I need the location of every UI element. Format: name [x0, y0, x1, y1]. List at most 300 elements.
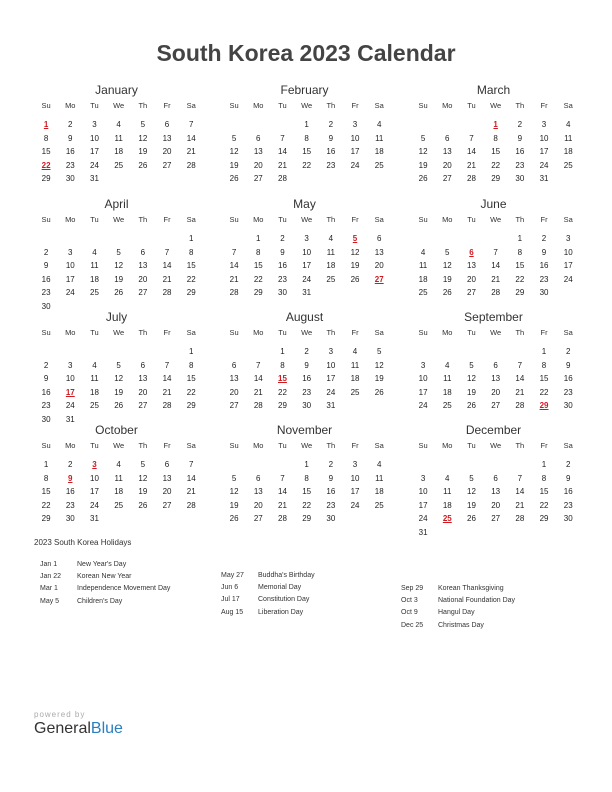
day-cell: 1 [541, 347, 547, 356]
empty-day [155, 345, 179, 359]
day-cell: 15 [539, 374, 549, 383]
day-cell: 4 [445, 473, 450, 483]
holiday-name: Memorial Day [258, 584, 302, 592]
day-cell: 6 [493, 360, 498, 370]
day-cell: 1 [43, 460, 49, 469]
weekday-header: Fr [163, 441, 171, 450]
day-cell: 11 [350, 360, 360, 370]
day-cell: 14 [467, 147, 476, 156]
day-cell: 4 [376, 120, 382, 129]
day-cell: 11 [564, 133, 573, 143]
day-cell: 22 [539, 500, 549, 510]
day-cell: 14 [186, 133, 196, 143]
day-cell: 29 [515, 288, 525, 297]
day-cell: 3 [352, 120, 358, 129]
empty-day [222, 118, 246, 132]
day-cell: 9 [541, 247, 547, 257]
weekday-header: Tu [278, 101, 287, 110]
day-cell: 23 [539, 274, 549, 284]
day-cell: 5 [231, 473, 237, 483]
empty-day [435, 118, 459, 132]
weekday-header: Tu [90, 328, 99, 337]
weekday-header: Th [138, 101, 148, 110]
weekday-header: Th [138, 328, 148, 337]
weekday-header: Fr [351, 441, 359, 450]
month-days-grid [34, 439, 199, 526]
weekday-header: Su [229, 101, 239, 110]
day-cell: 17 [90, 147, 99, 156]
day-cell: 12 [442, 261, 452, 270]
day-cell: 26 [114, 288, 124, 297]
empty-day [411, 232, 435, 246]
day-cell: 27 [138, 401, 148, 410]
day-cell: 10 [563, 247, 573, 257]
day-cell: 18 [442, 500, 452, 510]
weekday-header: Su [229, 441, 239, 450]
day-cell: 4 [420, 247, 426, 257]
holiday-date: Jan 22 [40, 573, 62, 581]
day-cell: 9 [328, 133, 334, 143]
day-cell: 4 [328, 234, 334, 243]
day-cell: 29 [302, 514, 312, 523]
day-cell: 17 [418, 500, 428, 510]
weekday-header: We [490, 215, 502, 224]
day-cell: 3 [328, 347, 334, 356]
day-cell: 22 [41, 500, 51, 510]
day-cell: 1 [188, 234, 194, 243]
holiday-day: 9 [68, 473, 73, 483]
day-cell: 9 [565, 473, 571, 483]
month-name: November [276, 423, 333, 437]
day-cell: 20 [491, 500, 501, 510]
day-cell: 16 [515, 147, 525, 156]
day-cell: 30 [539, 288, 549, 297]
day-cell: 18 [442, 387, 452, 397]
day-cell: 6 [140, 247, 146, 257]
empty-day [107, 345, 131, 359]
day-cell: 9 [43, 261, 49, 270]
day-cell: 6 [140, 360, 146, 370]
day-cell: 21 [162, 274, 172, 284]
day-cell: 19 [374, 374, 384, 383]
weekday-header: Fr [540, 215, 548, 224]
day-cell: 10 [90, 133, 99, 143]
day-cell: 22 [491, 160, 501, 170]
day-cell: 22 [302, 160, 312, 170]
day-cell: 23 [515, 160, 525, 170]
day-cell: 22 [515, 274, 525, 284]
weekday-header: Th [326, 441, 336, 450]
day-cell: 21 [253, 387, 263, 397]
day-cell: 16 [41, 274, 51, 284]
day-cell: 26 [350, 274, 360, 284]
day-cell: 2 [565, 460, 571, 469]
empty-day [58, 232, 82, 246]
holiday-row [221, 582, 315, 594]
empty-day [484, 345, 508, 359]
day-cell: 29 [41, 514, 51, 523]
holiday-date: Oct 3 [401, 597, 418, 605]
day-cell: 10 [65, 261, 75, 270]
month-days-grid [34, 326, 199, 426]
day-cell: 24 [418, 401, 428, 410]
weekday-header: Tu [278, 215, 287, 224]
month-january [34, 82, 199, 186]
day-cell: 26 [138, 500, 148, 510]
empty-day [459, 458, 483, 472]
holiday-row [401, 595, 515, 607]
day-cell: 22 [253, 274, 263, 284]
day-cell: 14 [515, 374, 525, 383]
weekday-header: Sa [186, 215, 196, 224]
day-cell: 28 [162, 288, 172, 297]
weekday-header: Sa [374, 441, 384, 450]
day-cell: 31 [90, 514, 99, 523]
day-cell: 15 [491, 147, 501, 156]
month-october [34, 422, 199, 526]
weekday-header: We [301, 215, 313, 224]
day-cell: 27 [467, 288, 476, 297]
day-cell: 16 [539, 261, 549, 270]
day-cell: 23 [41, 401, 51, 410]
day-cell: 12 [374, 360, 384, 370]
day-cell: 10 [65, 374, 75, 383]
day-cell: 23 [563, 387, 573, 397]
day-cell: 22 [278, 387, 287, 397]
day-cell: 14 [278, 487, 287, 496]
day-cell: 2 [280, 234, 285, 243]
weekday-header: Mo [65, 328, 76, 337]
day-cell: 23 [65, 500, 75, 510]
day-cell: 12 [467, 487, 476, 496]
brand-general: General [34, 720, 91, 737]
weekday-header: Tu [278, 328, 287, 337]
day-cell: 30 [302, 401, 312, 410]
weekday-header: Sa [374, 101, 384, 110]
day-cell: 11 [114, 473, 123, 483]
empty-day [270, 118, 294, 132]
day-cell: 5 [420, 133, 426, 143]
month-february [222, 82, 387, 186]
day-cell: 19 [229, 500, 239, 510]
weekday-header: Sa [186, 101, 196, 110]
day-cell: 31 [539, 174, 549, 183]
day-cell: 16 [278, 261, 287, 270]
day-cell: 14 [162, 374, 172, 383]
weekday-header: Fr [540, 328, 548, 337]
holiday-column [40, 559, 170, 608]
weekday-header: Fr [351, 215, 359, 224]
weekday-header: Mo [65, 441, 76, 450]
day-cell: 16 [65, 487, 75, 496]
day-cell: 17 [326, 374, 336, 383]
brand-blue: Blue [90, 720, 123, 737]
day-cell: 9 [304, 360, 309, 370]
empty-day [411, 345, 435, 359]
day-cell: 10 [326, 360, 336, 370]
weekday-header: We [490, 101, 502, 110]
weekday-header: Mo [442, 328, 453, 337]
day-cell: 2 [565, 347, 571, 356]
empty-day [222, 345, 246, 359]
day-cell: 29 [186, 401, 196, 410]
day-cell: 17 [350, 147, 360, 156]
day-cell: 24 [302, 274, 312, 284]
day-cell: 18 [114, 487, 124, 496]
day-cell: 20 [467, 274, 476, 284]
day-cell: 18 [374, 147, 384, 156]
day-cell: 21 [278, 500, 287, 510]
day-cell: 26 [229, 514, 239, 523]
day-cell: 20 [229, 387, 239, 397]
empty-day [484, 232, 508, 246]
day-cell: 25 [442, 401, 452, 410]
day-cell: 25 [90, 288, 99, 297]
day-cell: 24 [326, 387, 336, 397]
empty-day [435, 232, 459, 246]
day-cell: 1 [188, 347, 194, 356]
holiday-day: 17 [65, 387, 75, 397]
weekday-header: Sa [186, 441, 196, 450]
day-cell: 18 [418, 274, 428, 284]
day-cell: 27 [162, 500, 172, 510]
weekday-header: Th [515, 328, 525, 337]
weekday-header: Fr [163, 328, 171, 337]
empty-day [246, 345, 270, 359]
month-name: September [464, 310, 523, 324]
day-cell: 27 [491, 401, 501, 410]
day-cell: 20 [374, 261, 384, 270]
day-cell: 17 [539, 147, 549, 156]
day-cell: 9 [517, 133, 523, 143]
day-cell: 2 [517, 120, 523, 129]
day-cell: 7 [231, 247, 237, 257]
month-march [411, 82, 576, 186]
day-cell: 23 [278, 274, 287, 284]
day-cell: 4 [92, 360, 97, 370]
day-cell: 1 [304, 120, 309, 129]
day-cell: 11 [443, 487, 452, 496]
holiday-name: Constitution Day [258, 596, 310, 604]
day-cell: 13 [491, 374, 501, 383]
day-cell: 24 [539, 160, 549, 170]
day-cell: 27 [253, 514, 263, 523]
day-cell: 22 [539, 387, 549, 397]
day-cell: 21 [278, 160, 287, 170]
day-cell: 6 [164, 120, 170, 129]
day-cell: 4 [352, 347, 358, 356]
holiday-day: 22 [41, 160, 51, 170]
day-cell: 14 [491, 261, 501, 270]
day-cell: 27 [491, 514, 501, 523]
holiday-date: Aug 15 [221, 608, 244, 616]
day-cell: 20 [162, 487, 172, 496]
weekday-header: Fr [540, 101, 548, 110]
empty-day [34, 345, 58, 359]
weekday-header: Tu [90, 101, 99, 110]
day-cell: 25 [374, 500, 384, 510]
day-cell: 3 [352, 460, 358, 469]
weekday-header: Th [326, 215, 336, 224]
day-cell: 27 [442, 174, 452, 183]
weekday-header: Mo [253, 215, 264, 224]
holiday-name: Buddha's Birthday [258, 572, 315, 579]
month-name: April [104, 197, 129, 211]
day-cell: 30 [65, 514, 75, 523]
holiday-row [221, 607, 315, 619]
day-cell: 1 [541, 460, 547, 469]
day-cell: 30 [563, 401, 573, 410]
day-cell: 18 [563, 147, 573, 156]
day-cell: 7 [280, 133, 285, 143]
month-name: July [105, 310, 128, 324]
day-cell: 14 [515, 487, 525, 496]
day-cell: 30 [515, 174, 525, 183]
day-cell: 25 [326, 274, 336, 284]
day-cell: 19 [114, 387, 124, 397]
day-cell: 26 [374, 387, 384, 397]
holiday-name: Children's Day [77, 597, 123, 605]
day-cell: 2 [328, 460, 334, 469]
day-cell: 18 [114, 147, 124, 156]
weekday-header: Mo [253, 328, 264, 337]
day-cell: 15 [302, 487, 312, 496]
month-days-grid [411, 326, 576, 413]
weekday-header: Tu [278, 441, 287, 450]
weekday-header: We [301, 328, 313, 337]
day-cell: 24 [90, 160, 99, 170]
day-cell: 24 [350, 160, 360, 170]
holiday-day: 29 [539, 401, 549, 410]
day-cell: 10 [539, 133, 549, 143]
day-cell: 5 [231, 133, 237, 143]
weekday-header: We [301, 101, 313, 110]
month-july [34, 309, 199, 426]
weekday-header: Su [41, 215, 51, 224]
day-cell: 21 [186, 487, 196, 496]
holiday-row [401, 620, 515, 632]
day-cell: 19 [138, 147, 148, 156]
day-cell: 7 [188, 120, 194, 129]
day-cell: 6 [376, 234, 382, 243]
weekday-header: Th [326, 328, 336, 337]
day-cell: 2 [304, 347, 309, 356]
holiday-date: Oct 9 [401, 609, 418, 617]
weekday-header: We [490, 328, 502, 337]
day-cell: 30 [65, 174, 75, 183]
day-cell: 7 [256, 360, 261, 370]
day-cell: 3 [68, 247, 73, 257]
weekday-header: Sa [374, 328, 384, 337]
day-cell: 14 [162, 261, 172, 270]
weekday-header: Th [326, 101, 336, 110]
weekday-header: We [301, 441, 313, 450]
day-cell: 13 [162, 133, 172, 143]
month-name: October [95, 423, 138, 437]
day-cell: 19 [467, 500, 476, 510]
day-cell: 10 [418, 374, 428, 383]
day-cell: 25 [563, 160, 573, 170]
day-cell: 17 [90, 487, 99, 496]
day-cell: 3 [304, 234, 309, 243]
day-cell: 15 [186, 374, 196, 383]
holiday-row [401, 607, 515, 619]
month-days-grid [34, 99, 199, 186]
holiday-column [221, 570, 315, 619]
day-cell: 3 [420, 360, 426, 370]
day-cell: 25 [114, 160, 124, 170]
day-cell: 11 [375, 133, 384, 143]
day-cell: 6 [231, 360, 237, 370]
day-cell: 25 [418, 288, 428, 297]
day-cell: 26 [229, 174, 239, 183]
holiday-name: Christmas Day [438, 621, 484, 629]
day-cell: 5 [469, 360, 474, 370]
day-cell: 29 [41, 174, 51, 183]
day-cell: 31 [65, 414, 75, 424]
weekday-header: Tu [467, 101, 476, 110]
weekday-header: Sa [186, 328, 196, 337]
day-cell: 14 [186, 473, 196, 483]
month-days-grid [222, 439, 387, 526]
day-cell: 18 [350, 374, 360, 383]
holiday-day: 15 [278, 374, 287, 383]
day-cell: 12 [138, 473, 148, 483]
weekday-header: Su [229, 215, 239, 224]
day-cell: 13 [442, 147, 452, 156]
holiday-row [40, 571, 170, 583]
weekday-header: Fr [163, 215, 171, 224]
weekday-header: Th [515, 215, 525, 224]
day-cell: 3 [420, 473, 426, 483]
weekday-header: Su [418, 328, 428, 337]
empty-day [411, 118, 435, 132]
day-cell: 5 [376, 347, 382, 356]
day-cell: 9 [280, 247, 285, 257]
day-cell: 26 [138, 160, 148, 170]
month-september [411, 309, 576, 413]
day-cell: 19 [350, 261, 360, 270]
empty-day [459, 118, 483, 132]
day-cell: 10 [90, 473, 99, 483]
day-cell: 20 [442, 160, 452, 170]
holiday-date: Sep 29 [401, 585, 424, 592]
holiday-name: Korean Thanksgiving [438, 585, 504, 592]
day-cell: 24 [65, 288, 75, 297]
holiday-row [40, 583, 170, 595]
day-cell: 15 [41, 487, 51, 496]
day-cell: 28 [491, 288, 501, 297]
day-cell: 2 [541, 234, 547, 243]
day-cell: 3 [92, 120, 97, 129]
day-cell: 26 [418, 174, 428, 183]
day-cell: 4 [565, 120, 571, 129]
empty-day [270, 458, 294, 472]
day-cell: 2 [43, 360, 49, 370]
weekday-header: Th [515, 441, 525, 450]
day-cell: 16 [65, 147, 75, 156]
holiday-row [221, 594, 315, 606]
day-cell: 3 [565, 234, 571, 243]
day-cell: 9 [68, 133, 73, 143]
day-cell: 1 [517, 234, 523, 243]
empty-day [508, 345, 532, 359]
day-cell: 8 [188, 360, 194, 370]
day-cell: 3 [541, 120, 547, 129]
day-cell: 27 [229, 401, 239, 410]
day-cell: 23 [65, 160, 75, 170]
brand-logo[interactable] [34, 720, 123, 738]
